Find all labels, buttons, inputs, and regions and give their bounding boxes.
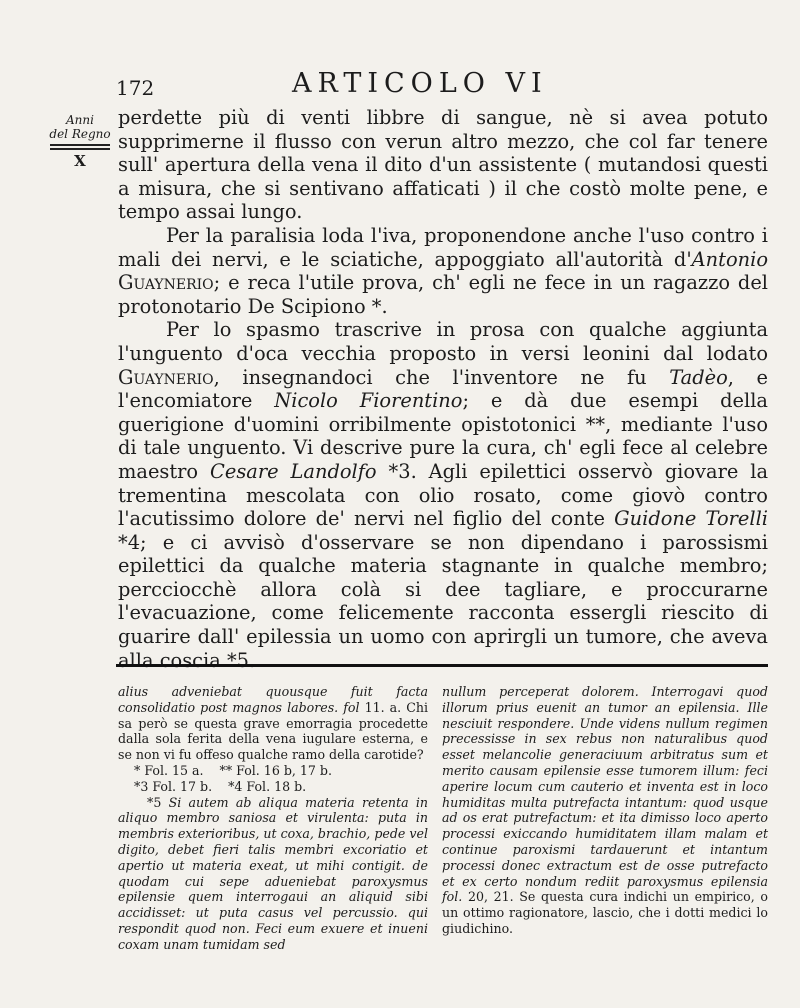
p2-text-b: ; e reca l'utile prova, ch' egli ne fece in un ragazzo del protonotario De Scipiono *. <box>118 271 768 318</box>
page-number: 172 <box>116 76 155 100</box>
p3-text-b: , insegnandoci che l'inventore ne fu <box>213 365 647 389</box>
p2-name-antonio: Antonio <box>691 247 768 271</box>
footnote-continuation <box>118 684 428 763</box>
footnotes-left-column <box>118 684 428 953</box>
p3-text-d: ; e dà due esempi della guerigione d'uomini orribilmente opistotonici **, mediante l'uso di tale unguento. Vi descrive pure la cura, ch' egli fece al celebre maestro <box>118 389 768 483</box>
footnotes-right-column <box>442 684 768 937</box>
footnote-fol-3: *3 Fol. 17 b. <box>134 778 213 794</box>
paragraph-2 <box>118 224 768 318</box>
margin-note-line1: Anni <box>66 113 94 127</box>
main-text <box>118 106 768 672</box>
page-title: ARTICOLO VI <box>292 68 548 99</box>
footnote-5-ref: 20, 21. <box>467 889 514 905</box>
paragraph-3 <box>118 318 768 672</box>
footnote-fol-4: *4 Fol. 18 b. <box>228 778 307 794</box>
footnote-fol-1: * Fol. 15 a. <box>134 762 204 778</box>
footnote-5-comment: Se questa cura indichi un empirico, o un ottimo ragionatore, lascio, che i dotti medici lo giudichino. <box>442 889 768 936</box>
p3-text-c: , e l'encomiatore <box>118 365 768 413</box>
footnote-5-latin-cont: nullum perceperat dolorem. Interrogavi quod illorum prius euenit an tumor an epilensia. Ille nesciuit respondere. Unde videns nullum regimen precessisse in sex rebus non naturalibus quod esset melancolie generaciuum arbitratus sum et merito causam epilensie esse tumorem illum: feci aperire locum cum cauterio et inventa est in loco humiditas multa putrefacta intantum: quod usque ad os erat putrefactum: et ita dimisso loco aperto processi exiccando humiditatem illam malam et continue paroxismi tardauerunt et intantum processi donec extractum est de osse putrefacto et ex certo nondum rediit paroxysmus epilensia fol. <box>442 684 768 905</box>
footnote-fol-2: ** Fol. 16 b, 17 b. <box>219 762 332 778</box>
p3-name-cesare: Cesare Landolfo <box>210 459 377 483</box>
p3-text-e: *3. Agli epilettici osservò giovare la trementina mescolata con olio rosato, come giovò contro l'acutissimo dolore de' nervi nel figlio del conte <box>118 459 768 531</box>
footnote-5-text: Si autem ab aliqua materia retenta in aliquo membro saniosa et virulenta: puta in membris exterioribus, ut coxa, brachio, pede vel digito, debet fieri talis membri excoriatio et apertio ut materia exeat, ut mihi contigit. de quodam cui sepe adueniebat paroxysmus epilensie quem interrogaui an aliquid sibi accidisset: ut puta casus vel percussio. qui respondit quod non. Feci eum exuere et inueni coxam unam tumidam sed <box>118 794 429 952</box>
footnote-5 <box>118 795 428 953</box>
footnote-comment: Chi sa però se questa grave emorragia procedette dalla sola ferita della vena iugulare esterna, e se non vi fu offeso qualche ramo della carotide? <box>118 699 429 763</box>
p2-name-guaynerio: Guaynerio <box>118 271 214 295</box>
footnote-divider <box>116 664 768 667</box>
margin-rule <box>50 144 110 150</box>
p3-name-nicolo: Nicolo Fiorentino <box>274 389 463 413</box>
footnote-5-continued <box>442 684 768 937</box>
p2-text-a: Per la paralisia loda l'iva, proponendone anche l'uso contro i mali dei nervi, e le sciatiche, appoggiato all'autorità d' <box>118 223 768 271</box>
margin-note <box>44 113 116 168</box>
margin-numeral: X <box>74 152 86 170</box>
footnote-fol-row-1 <box>118 763 428 779</box>
paragraph-1: perdette più di venti libbre di sangue, nè si avea potuto supprimerne il flusso con verun altro mezzo, che col far tenere sull' apertura della vena il dito d'un assistente ( mutandosi questi a misura, che si sentivano affaticati ) il che costò molte pene, e tempo assai lungo. <box>118 106 768 224</box>
p3-text-f: *4; e ci avvisò d'osservare se non dipendano i parossismi epilettici da qualche materia stagnante in qualche membro; percciocchè allora colà si dee tagliare, e proccurarne l'evacuazione, come felicemente racconta essergli riescito di guarire dall' epilessia un uomo con aprirgli un tumore, che aveva alla coscia *5. <box>118 530 768 672</box>
p3-name-tadeo: Tadèo <box>669 365 728 389</box>
footnote-latin-tail: alius adveniebat quousque fuit facta consolidatio post magnos labores. fol <box>118 684 428 715</box>
p3-name-guidone: Guidone Torelli <box>614 507 768 531</box>
p3-text-a: Per lo spasmo trascrive in prosa con qualche aggiunta l'unguento d'oca vecchia proposto in versi leonini dal lodato <box>118 318 768 365</box>
footnote-ref: 11. a. <box>364 699 402 715</box>
footnote-5-mark: *5 <box>147 794 162 810</box>
p3-name-guaynerio: Guaynerio <box>118 365 214 389</box>
footnote-fol-row-2 <box>118 779 428 795</box>
margin-note-line2: del Regno <box>49 127 111 141</box>
